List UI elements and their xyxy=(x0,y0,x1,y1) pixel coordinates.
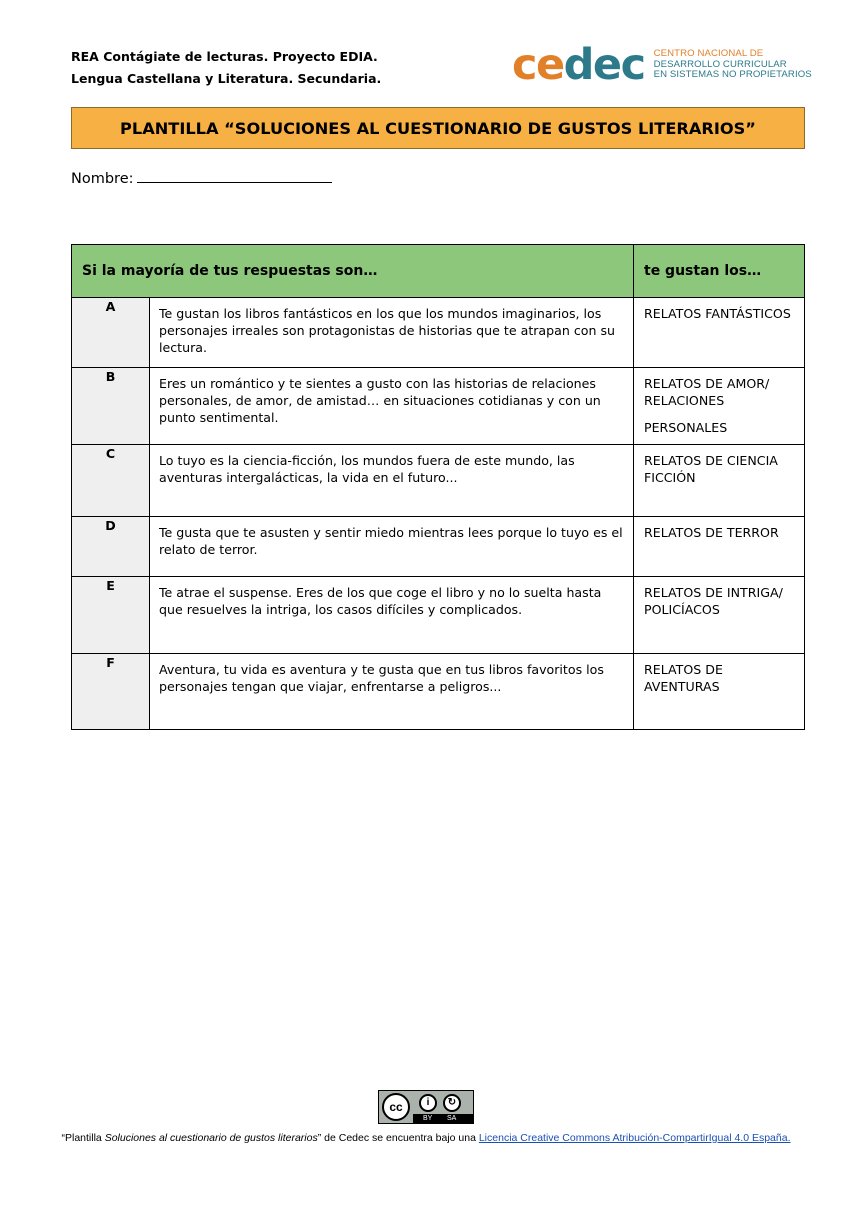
row-letter: F xyxy=(72,654,150,730)
table-header-right: te gustan los… xyxy=(634,245,805,298)
row-description: Aventura, tu vida es aventura y te gusta que en tus libros favoritos los personajes tengan que viajar, enfrentarse a peligros... xyxy=(150,654,634,730)
license-text xyxy=(40,1132,812,1145)
row-description: Te atrae el suspense. Eres de los que coge el libro y no lo suelta hasta que resuelves la intriga, los casos difíciles y complicados. xyxy=(150,577,634,654)
license-work-title: Soluciones al cuestionario de gustos literarios xyxy=(104,1132,318,1144)
document-header xyxy=(71,46,381,90)
license-footer xyxy=(40,1090,812,1145)
logo-wordmark xyxy=(512,40,645,90)
row-description: Lo tuyo es la ciencia-ficción, los mundos fuera de este mundo, las aventuras intergalácticas, la vida en el futuro... xyxy=(150,445,634,517)
row-description: Te gusta que te asusten y sentir miedo mientras lees porque lo tuyo es el relato de terror. xyxy=(150,517,634,577)
row-letter: E xyxy=(72,577,150,654)
table-row xyxy=(72,368,805,445)
title-banner xyxy=(71,107,805,149)
license-text-before: “Plantilla xyxy=(61,1132,105,1144)
row-description: Te gustan los libros fantásticos en los que los mundos imaginarios, los personajes irreales son protagonistas de historias que te atrapan con su lectura. xyxy=(150,298,634,368)
header-line-1: REA Contágiate de lecturas. Proyecto EDIA. xyxy=(71,49,378,64)
logo-wordmark-ce: ce xyxy=(512,40,564,90)
row-letter: D xyxy=(72,517,150,577)
license-link[interactable]: Licencia Creative Commons Atribución-CompartirIgual 4.0 España. xyxy=(478,1132,791,1144)
cc-icon: cc xyxy=(382,1093,410,1121)
row-genre-text: RELATOS FANTÁSTICOS xyxy=(644,306,791,321)
row-letter: C xyxy=(72,445,150,517)
table-row xyxy=(72,445,805,517)
share-alike-icon: ↻ xyxy=(443,1094,461,1112)
table-row xyxy=(72,298,805,368)
row-genre xyxy=(634,517,805,577)
license-text-middle: ” de Cedec se encuentra bajo una xyxy=(317,1132,479,1144)
cc-by-sa-badge[interactable] xyxy=(378,1090,474,1124)
cc-badge-labels xyxy=(413,1114,473,1123)
row-genre-extra: PERSONALES xyxy=(644,420,728,435)
row-genre xyxy=(634,368,805,445)
page-title: PLANTILLA “SOLUCIONES AL CUESTIONARIO DE GUSTOS LITERARIOS” xyxy=(120,118,756,138)
row-genre xyxy=(634,654,805,730)
row-genre-text: RELATOS DE AVENTURAS xyxy=(644,662,723,694)
answers-table xyxy=(71,244,805,730)
logo-subtitle-line-1: CENTRO NACIONAL DE xyxy=(653,48,764,60)
logo-subtitle-line-2: DESARROLLO CURRICULAR xyxy=(653,58,787,70)
cc-sa-label: SA xyxy=(447,1115,457,1122)
table-row xyxy=(72,654,805,730)
cedec-logo xyxy=(512,40,812,90)
table-row xyxy=(72,517,805,577)
row-genre-text: RELATOS DE TERROR xyxy=(644,525,779,540)
logo-subtitle xyxy=(654,49,812,80)
row-genre-text: RELATOS DE AMOR/ RELACIONES xyxy=(644,376,770,408)
name-blank-line[interactable] xyxy=(137,168,332,183)
row-letter: A xyxy=(72,298,150,368)
table-row xyxy=(72,577,805,654)
row-genre xyxy=(634,577,805,654)
logo-subtitle-line-3: EN SISTEMAS NO PROPIETARIOS xyxy=(653,69,812,81)
name-label: Nombre: xyxy=(71,171,134,187)
table-header-row xyxy=(72,245,805,298)
row-description: Eres un romántico y te sientes a gusto con las historias de relaciones personales, de amor, de amistad… en situaciones cotidianas y con un punto sentimental. xyxy=(150,368,634,445)
row-genre xyxy=(634,445,805,517)
cc-by-label: BY xyxy=(423,1115,433,1122)
row-letter: B xyxy=(72,368,150,445)
row-genre xyxy=(634,298,805,368)
header-line-2: Lengua Castellana y Literatura. Secundaria. xyxy=(71,71,382,86)
row-genre-text: RELATOS DE INTRIGA/ POLICÍACOS xyxy=(644,585,783,617)
table-header-left: Si la mayoría de tus respuestas son… xyxy=(72,245,634,298)
attribution-icon: i xyxy=(419,1094,437,1112)
row-genre-text: RELATOS DE CIENCIA FICCIÓN xyxy=(644,453,778,485)
name-field xyxy=(71,168,332,187)
logo-wordmark-dec: dec xyxy=(563,40,645,90)
